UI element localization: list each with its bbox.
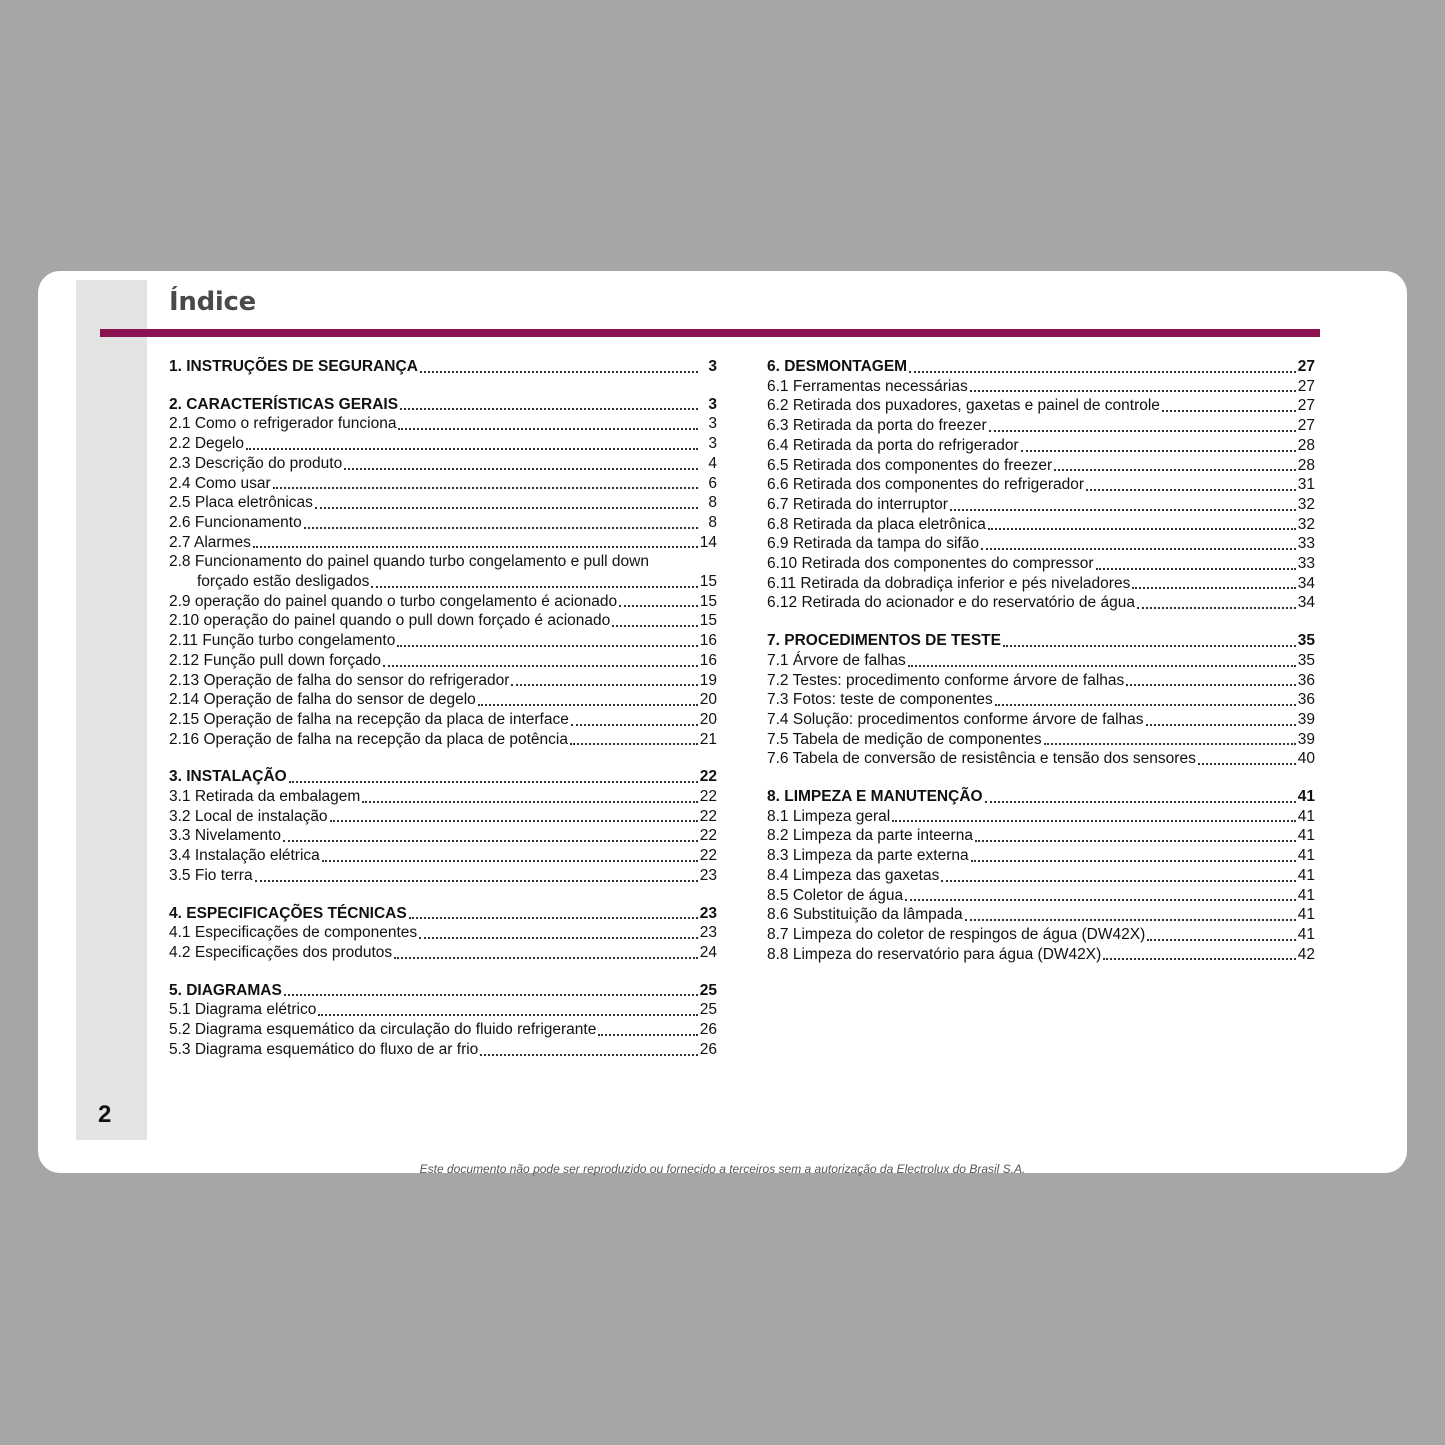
toc-entry-label: 2.13 Operação de falha do sensor do refrigerador	[169, 671, 510, 689]
toc-entry[interactable]	[767, 515, 1315, 535]
toc-entry[interactable]	[767, 945, 1315, 965]
toc-leader-dots	[981, 548, 1296, 550]
toc-entry-label: 3.3 Nivelamento	[169, 827, 282, 845]
toc-entry-page: 33	[1297, 555, 1315, 573]
toc-entry-label: 2.6 Funcionamento	[169, 513, 302, 531]
toc-entry[interactable]	[169, 552, 717, 572]
toc-section-heading[interactable]	[169, 357, 717, 377]
toc-entry-page: 16	[699, 651, 717, 669]
toc-entry[interactable]	[169, 846, 717, 866]
toc-entry[interactable]	[169, 611, 717, 631]
toc-entry-label: 2.1 Como o refrigerador funciona	[169, 415, 397, 433]
toc-leader-dots	[511, 684, 698, 686]
toc-leader-dots	[362, 801, 698, 803]
toc-entry-page: 22	[699, 788, 717, 806]
toc-entry-label: 2.15 Operação de falha na recepção da placa de interface	[169, 710, 569, 728]
toc-leader-dots	[1003, 645, 1296, 647]
toc-leader-dots	[989, 430, 1296, 432]
toc-entry[interactable]	[169, 414, 717, 434]
toc-entry-page: 42	[1297, 945, 1315, 963]
toc-entry-page: 23	[699, 866, 717, 884]
toc-leader-dots	[1103, 958, 1296, 960]
toc-entry[interactable]	[169, 474, 717, 494]
toc-column-right	[767, 357, 1315, 982]
toc-entry[interactable]	[767, 554, 1315, 574]
toc-entry-page: 23	[699, 904, 717, 922]
toc-leader-dots	[971, 860, 1296, 862]
toc-entry-label: 6.9 Retirada da tampa do sifão	[767, 535, 979, 553]
toc-column-left	[169, 357, 717, 1078]
toc-entry-label: 8.7 Limpeza do coletor de respingos de água (DW42X)	[767, 925, 1146, 943]
toc-entry[interactable]	[767, 456, 1315, 476]
toc-entry-label: 2.10 operação do painel quando o pull down forçado é acionado	[169, 612, 611, 630]
toc-entry[interactable]	[169, 787, 717, 807]
toc-entry-page: 41	[1297, 847, 1315, 865]
toc-leader-dots	[570, 743, 698, 745]
page-number: 2	[98, 1101, 112, 1128]
toc-entry-page: 16	[699, 632, 717, 650]
toc-entry-label: 4.1 Especificações de componentes	[169, 924, 418, 942]
toc-entry-page: 28	[1297, 436, 1315, 454]
toc-entry[interactable]	[169, 826, 717, 846]
toc-entry-label: 6.11 Retirada da dobradiça inferior e pés niveladores	[767, 574, 1131, 592]
toc-entry-label: 2.16 Operação de falha na recepção da placa de potência	[169, 730, 568, 748]
toc-entry-label: 5.3 Diagrama esquemático do fluxo de ar frio	[169, 1040, 479, 1058]
toc-entry-label: 2.14 Operação de falha do sensor de degelo	[169, 691, 476, 709]
toc-entry[interactable]	[767, 749, 1315, 769]
toc-leader-dots	[1162, 410, 1296, 412]
toc-entry-label: 1. INSTRUÇÕES DE SEGURANÇA	[169, 358, 418, 375]
toc-entry-label: 3.5 Fio terra	[169, 866, 253, 884]
toc-entry-label: 3.4 Instalação elétrica	[169, 847, 320, 865]
toc-leader-dots	[246, 448, 698, 450]
toc-entry-label: 7. PROCEDIMENTOS DE TESTE	[767, 632, 1001, 650]
toc-entry-page: 27	[1297, 377, 1315, 395]
toc-entry-page: 15	[699, 573, 717, 591]
toc-entry-label: 6.4 Retirada da porta do refrigerador	[767, 436, 1019, 454]
toc-leader-dots	[409, 917, 698, 919]
toc-entry[interactable]	[169, 690, 717, 710]
toc-leader-dots	[1137, 607, 1296, 609]
toc-entry[interactable]	[169, 493, 717, 513]
toc-entry-page: 4	[708, 454, 717, 472]
toc-entry[interactable]	[767, 690, 1315, 710]
toc-entry-label: 6.5 Retirada dos componentes do freezer	[767, 456, 1053, 474]
toc-section	[767, 631, 1315, 769]
toc-entry-label: 3. INSTALAÇÃO	[169, 768, 287, 786]
toc-entry[interactable]	[767, 925, 1315, 945]
toc-entry[interactable]	[767, 534, 1315, 554]
toc-entry-page: 25	[699, 1001, 717, 1019]
toc-entry[interactable]	[169, 1040, 717, 1060]
toc-entry-page: 39	[1297, 710, 1315, 728]
toc-leader-dots	[273, 487, 698, 489]
toc-entry-label: 7.1 Árvore de falhas	[767, 651, 906, 669]
document-page	[38, 271, 1407, 1173]
toc-entry-label: 6.8 Retirada da placa eletrônica	[767, 515, 986, 533]
toc-entry-page: 31	[1297, 476, 1315, 494]
toc-entry[interactable]	[169, 434, 717, 454]
toc-section	[169, 357, 717, 377]
toc-leader-dots	[318, 1014, 698, 1016]
toc-entry-page: 41	[1297, 866, 1315, 884]
toc-entry-label: 8.1 Limpeza geral	[767, 807, 891, 825]
toc-entry-page: 34	[1297, 574, 1315, 592]
toc-entry-label: 8.5 Coletor de água	[767, 886, 904, 904]
toc-leader-dots	[322, 860, 698, 862]
toc-leader-dots	[253, 546, 698, 548]
toc-entry-label: 8. LIMPEZA E MANUTENÇÃO	[767, 788, 983, 806]
toc-entry-label: 6.12 Retirada do acionador e do reservatório de água	[767, 594, 1135, 612]
toc-entry-page: 36	[1297, 691, 1315, 709]
toc-entry-label: 7.2 Testes: procedimento conforme árvore de falhas	[767, 671, 1125, 689]
toc-leader-dots	[950, 509, 1296, 511]
toc-entry[interactable]	[767, 905, 1315, 925]
toc-leader-dots	[1086, 489, 1296, 491]
toc-section-heading[interactable]	[169, 395, 717, 415]
toc-entry-page: 27	[1297, 397, 1315, 415]
toc-entry[interactable]	[767, 651, 1315, 671]
toc-leader-dots	[330, 820, 698, 822]
toc-leader-dots	[284, 994, 698, 996]
toc-entry-label: 3.1 Retirada da embalagem	[169, 788, 361, 806]
toc-entry-page: 28	[1297, 456, 1315, 474]
toc-entry-label: 8.6 Substituição da lâmpada	[767, 906, 963, 924]
toc-entry-page: 14	[699, 533, 717, 551]
toc-entry-label: 7.5 Tabela de medição de componentes	[767, 730, 1042, 748]
toc-entry-label: 6.3 Retirada da porta do freezer	[767, 417, 987, 435]
toc-entry-page: 41	[1297, 886, 1315, 904]
toc-entry[interactable]	[767, 574, 1315, 594]
toc-section	[169, 904, 717, 963]
toc-entry-label: 6.6 Retirada dos componentes do refrigerador	[767, 476, 1085, 494]
toc-entry[interactable]	[169, 592, 717, 612]
toc-entry[interactable]	[767, 826, 1315, 846]
toc-entry-page: 3	[708, 395, 717, 413]
toc-leader-dots	[612, 625, 698, 627]
toc-entry[interactable]	[169, 923, 717, 943]
toc-entry-label: 2.3 Descrição do produto	[169, 454, 343, 472]
toc-entry-page: 3	[708, 415, 717, 433]
toc-leader-dots	[598, 1034, 698, 1036]
toc-entry[interactable]	[169, 1000, 717, 1020]
toc-leader-dots	[1021, 450, 1296, 452]
toc-leader-dots	[975, 840, 1296, 842]
toc-entry-page: 35	[1297, 651, 1315, 669]
toc-entry-page: 41	[1297, 827, 1315, 845]
toc-entry-page: 21	[699, 730, 717, 748]
toc-entry[interactable]	[767, 593, 1315, 613]
toc-entry-page: 20	[699, 710, 717, 728]
toc-entry-label: 2.7 Alarmes	[169, 533, 251, 551]
toc-entry-label: forçado estão desligados	[197, 573, 370, 591]
toc-leader-dots	[289, 781, 698, 783]
toc-section	[169, 395, 717, 750]
toc-leader-dots	[283, 840, 698, 842]
toc-entry-label: 6.2 Retirada dos puxadores, gaxetas e painel de controle	[767, 397, 1160, 415]
toc-entry[interactable]	[169, 710, 717, 730]
toc-entry-label: 5. DIAGRAMAS	[169, 981, 282, 999]
toc-entry[interactable]	[767, 807, 1315, 827]
toc-leader-dots	[965, 919, 1296, 921]
toc-leader-dots	[419, 937, 698, 939]
toc-section-heading[interactable]	[169, 981, 717, 1001]
toc-entry-page: 22	[699, 807, 717, 825]
toc-leader-dots	[1126, 684, 1296, 686]
toc-entry-label: 8.8 Limpeza do reservatório para água (DW42X)	[767, 945, 1102, 963]
toc-entry-label: 5.2 Diagrama esquemático da circulação do fluido refrigerante	[169, 1021, 597, 1039]
toc-leader-dots	[480, 1054, 698, 1056]
toc-leader-dots	[905, 899, 1296, 901]
toc-leader-dots	[892, 820, 1296, 822]
toc-entry-label: 7.6 Tabela de conversão de resistência e tensão dos sensores	[767, 750, 1196, 768]
toc-leader-dots	[420, 371, 698, 373]
toc-leader-dots	[908, 665, 1296, 667]
toc-entry-label: 2. CARACTERÍSTICAS GERAIS	[169, 395, 399, 413]
toc-section-heading[interactable]	[767, 787, 1315, 807]
toc-entry-label: 3.2 Local de instalação	[169, 807, 328, 825]
toc-entry[interactable]	[169, 866, 717, 886]
toc-entry[interactable]	[767, 730, 1315, 750]
toc-leader-dots	[394, 957, 698, 959]
toc-entry-page: 33	[1297, 535, 1315, 553]
toc-entry-label: 6.7 Retirada do interruptor	[767, 495, 948, 513]
toc-entry-label: 8.2 Limpeza da parte inteerna	[767, 827, 973, 845]
toc-entry-page: 34	[1297, 594, 1315, 612]
toc-entry-page: 36	[1297, 671, 1315, 689]
toc-leader-dots	[571, 724, 698, 726]
toc-entry-page: 35	[1297, 632, 1315, 650]
toc-entry-page: 19	[699, 671, 717, 689]
toc-leader-dots	[398, 428, 698, 430]
toc-entry-page: 40	[1297, 750, 1315, 768]
toc-entry-page: 15	[699, 592, 717, 610]
toc-entry-label: 4. ESPECIFICAÇÕES TÉCNICAS	[169, 904, 407, 922]
toc-entry-page: 22	[699, 827, 717, 845]
toc-entry[interactable]	[169, 1020, 717, 1040]
toc-entry-continuation[interactable]	[169, 572, 717, 592]
toc-entry-label: 5.1 Diagrama elétrico	[169, 1001, 317, 1019]
toc-entry-page: 41	[1297, 906, 1315, 924]
toc-entry-label: 6.10 Retirada dos componentes do compressor	[767, 555, 1094, 573]
toc-entry-page: 27	[1297, 417, 1315, 435]
toc-entry-label: 4.2 Especificações dos produtos	[169, 943, 393, 961]
toc-section-heading[interactable]	[767, 357, 1315, 377]
toc-entry-page: 32	[1297, 495, 1315, 513]
toc-leader-dots	[985, 801, 1296, 803]
toc-leader-dots	[909, 371, 1296, 373]
toc-entry-label: 2.9 operação do painel quando o turbo congelamento é acionado	[169, 592, 618, 610]
toc-leader-dots	[383, 665, 698, 667]
toc-entry[interactable]	[169, 671, 717, 691]
toc-entry-label: 6.1 Ferramentas necessárias	[767, 377, 968, 395]
toc-entry[interactable]	[767, 710, 1315, 730]
toc-entry-page: 41	[1297, 788, 1315, 806]
toc-entry[interactable]	[169, 651, 717, 671]
toc-entry-label: 2.8 Funcionamento do painel quando turbo congelamento e pull down	[169, 553, 649, 571]
toc-entry-label: 2.4 Como usar	[169, 474, 271, 492]
toc-entry-label: 8.4 Limpeza das gaxetas	[767, 866, 940, 884]
toc-leader-dots	[1044, 743, 1296, 745]
toc-leader-dots	[478, 704, 698, 706]
toc-entry-page: 25	[699, 981, 717, 999]
toc-leader-dots	[619, 605, 698, 607]
toc-entry[interactable]	[767, 436, 1315, 456]
page-title: Índice	[169, 287, 256, 317]
toc-entry-page: 24	[699, 943, 717, 961]
toc-section	[767, 787, 1315, 964]
toc-entry[interactable]	[767, 866, 1315, 886]
toc-leader-dots	[1054, 469, 1296, 471]
toc-entry[interactable]	[169, 807, 717, 827]
side-strip	[76, 280, 147, 1140]
toc-entry-label: 8.3 Limpeza da parte externa	[767, 847, 969, 865]
toc-entry-label: 2.2 Degelo	[169, 435, 244, 453]
toc-entry-label: 2.11 Função turbo congelamento	[169, 632, 396, 650]
toc-leader-dots	[400, 408, 698, 410]
toc-entry-page: 23	[699, 924, 717, 942]
toc-entry[interactable]	[767, 846, 1315, 866]
toc-entry-page: 8	[708, 513, 717, 531]
toc-entry[interactable]	[169, 730, 717, 750]
toc-entry[interactable]	[767, 495, 1315, 515]
toc-entry[interactable]	[169, 454, 717, 474]
toc-entry[interactable]	[767, 671, 1315, 691]
toc-entry-page: 41	[1297, 807, 1315, 825]
toc-leader-dots	[1132, 587, 1296, 589]
toc-entry-page: 32	[1297, 515, 1315, 533]
footer-note: Este documento não pode ser reproduzido ou fornecido a terceiros sem a autorização da Electrolux do Brasil S.A.	[419, 1162, 1026, 1176]
toc-section	[767, 357, 1315, 613]
toc-leader-dots	[941, 880, 1296, 882]
toc-entry-page: 20	[699, 691, 717, 709]
toc-entry-label: 2.5 Placa eletrônicas	[169, 494, 313, 512]
toc-leader-dots	[255, 880, 698, 882]
toc-leader-dots	[397, 645, 698, 647]
toc-entry-label: 7.4 Solução: procedimentos conforme árvore de falhas	[767, 710, 1144, 728]
toc-leader-dots	[371, 586, 698, 588]
toc-entry-page: 26	[699, 1040, 717, 1058]
toc-section-heading[interactable]	[169, 904, 717, 924]
toc-entry-page: 22	[699, 847, 717, 865]
toc-entry[interactable]	[169, 513, 717, 533]
toc-section-heading[interactable]	[169, 767, 717, 787]
toc-leader-dots	[344, 468, 698, 470]
toc-entry-page: 3	[708, 358, 717, 375]
toc-leader-dots	[970, 390, 1296, 392]
toc-entry[interactable]	[767, 396, 1315, 416]
toc-entry[interactable]	[767, 416, 1315, 436]
toc-section	[169, 767, 717, 885]
toc-leader-dots	[1147, 939, 1296, 941]
toc-entry[interactable]	[169, 533, 717, 553]
toc-leader-dots	[988, 528, 1296, 530]
toc-leader-dots	[1198, 763, 1296, 765]
toc-entry[interactable]	[169, 943, 717, 963]
toc-entry-label: 6. DESMONTAGEM	[767, 358, 908, 375]
toc-entry-label: 7.3 Fotos: teste de componentes	[767, 691, 993, 709]
toc-entry-page: 15	[699, 612, 717, 630]
toc-leader-dots	[304, 527, 698, 529]
toc-entry-page: 8	[708, 494, 717, 512]
toc-entry-page: 22	[699, 768, 717, 786]
toc-entry-page: 26	[699, 1021, 717, 1039]
toc-entry[interactable]	[767, 377, 1315, 397]
title-rule	[100, 329, 1320, 337]
toc-leader-dots	[995, 704, 1296, 706]
toc-leader-dots	[315, 507, 698, 509]
toc-entry-page: 6	[708, 474, 717, 492]
toc-entry-page: 3	[708, 435, 717, 453]
toc-section	[169, 981, 717, 1060]
toc-entry-page: 41	[1297, 925, 1315, 943]
toc-entry[interactable]	[767, 475, 1315, 495]
toc-entry-label: 2.12 Função pull down forçado	[169, 651, 381, 669]
toc-entry[interactable]	[767, 886, 1315, 906]
toc-section-heading[interactable]	[767, 631, 1315, 651]
toc-leader-dots	[1096, 568, 1296, 570]
toc-leader-dots	[1146, 724, 1296, 726]
toc-entry-page: 27	[1297, 358, 1315, 375]
toc-entry-page: 39	[1297, 730, 1315, 748]
toc-entry[interactable]	[169, 631, 717, 651]
